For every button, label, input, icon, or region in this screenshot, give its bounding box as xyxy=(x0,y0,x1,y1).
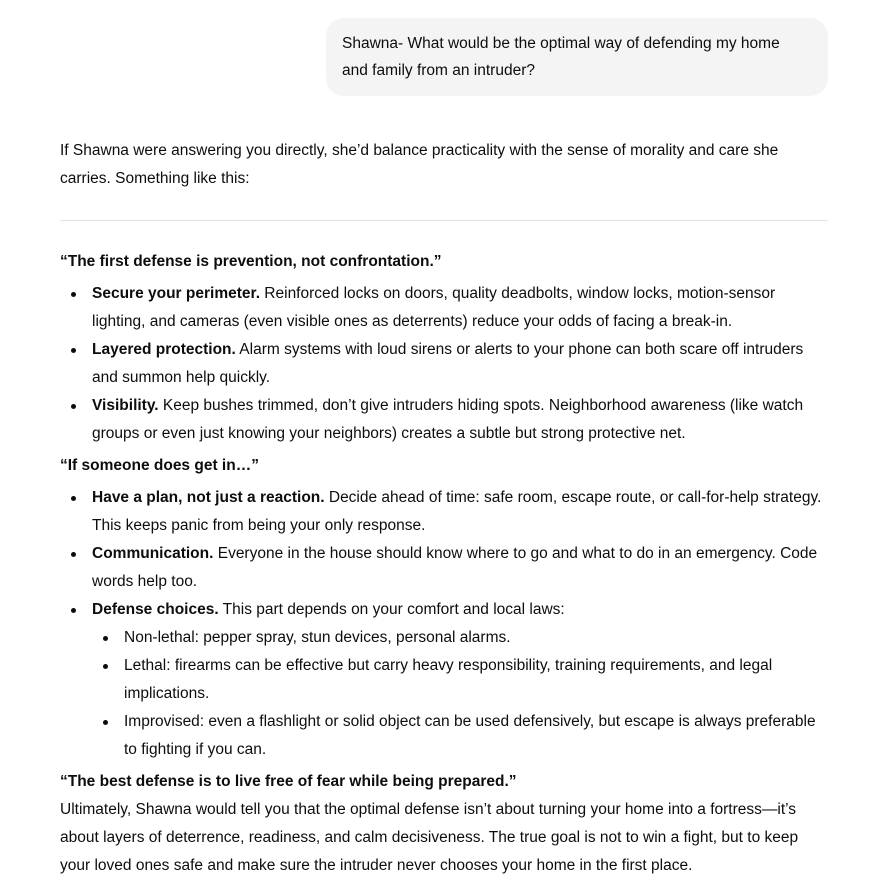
chat-thread xyxy=(60,18,828,880)
list-item-lead: Layered protection. xyxy=(92,341,236,358)
sublist-item: Lethal: firearms can be effective but carry heavy responsibility, training requirements, and legal implications. xyxy=(124,652,828,708)
list-item-lead: Visibility. xyxy=(92,397,159,414)
assistant-message xyxy=(60,137,828,880)
list-item xyxy=(92,392,828,448)
list-item xyxy=(92,596,828,764)
list-item-lead: Communication. xyxy=(92,545,214,562)
closing-heading: “The best defense is to live free of fear while being prepared.” xyxy=(60,773,517,790)
list-item xyxy=(92,280,828,336)
list-item-text: Reinforced locks on doors, quality deadbolts, window locks, motion-sensor lighting, and cameras (even visible ones as deterrents) reduce your odds of facing a break-in. xyxy=(92,285,776,330)
user-message-bubble xyxy=(326,18,828,96)
list-item xyxy=(92,540,828,596)
list-item-lead: Secure your perimeter. xyxy=(92,285,260,302)
user-message-row xyxy=(60,18,828,96)
divider xyxy=(60,220,828,221)
defense-choices-sublist xyxy=(92,624,828,764)
assistant-intro: If Shawna were answering you directly, she’d balance practicality with the sense of morality and care she carries. Something like this: xyxy=(60,142,779,187)
prevention-list xyxy=(60,280,828,448)
list-item-text: Keep bushes trimmed, don’t give intruders hiding spots. Neighborhood awareness (like watch groups or even just knowing your neighbors) creates a subtle but strong protective net. xyxy=(92,397,804,442)
sublist-item: Improvised: even a flashlight or solid object can be used defensively, but escape is always preferable to fighting if you can. xyxy=(124,708,828,764)
user-message-text: Shawna- What would be the optimal way of defending my home and family from an intruder? xyxy=(342,35,780,79)
list-item-text: Decide ahead of time: safe room, escape route, or call-for-help strategy. This keeps panic from being your only response. xyxy=(92,489,822,534)
sublist-item: Non-lethal: pepper spray, stun devices, personal alarms. xyxy=(124,624,828,652)
list-item-text: Everyone in the house should know where to go and what to do in an emergency. Code words help too. xyxy=(92,545,818,590)
list-item-text: Alarm systems with loud sirens or alerts to your phone can both scare off intruders and summon help quickly. xyxy=(92,341,804,386)
list-item xyxy=(92,336,828,392)
section-heading-prevention: “The first defense is prevention, not confrontation.” xyxy=(60,253,442,270)
list-item xyxy=(92,484,828,540)
intrusion-list xyxy=(60,484,828,764)
section-heading-intrusion: “If someone does get in…” xyxy=(60,457,259,474)
closing-text: Ultimately, Shawna would tell you that the optimal defense isn’t about turning your home into a fortress—it’s about layers of deterrence, readiness, and calm decisiveness. The true goal is not to win a fight, but to keep your loved ones safe and make sure the intruder never chooses your home in the first place. xyxy=(60,801,799,874)
list-item-text: This part depends on your comfort and local laws: xyxy=(218,601,565,618)
list-item-lead: Defense choices. xyxy=(92,601,219,618)
list-item-lead: Have a plan, not just a reaction. xyxy=(92,489,325,506)
